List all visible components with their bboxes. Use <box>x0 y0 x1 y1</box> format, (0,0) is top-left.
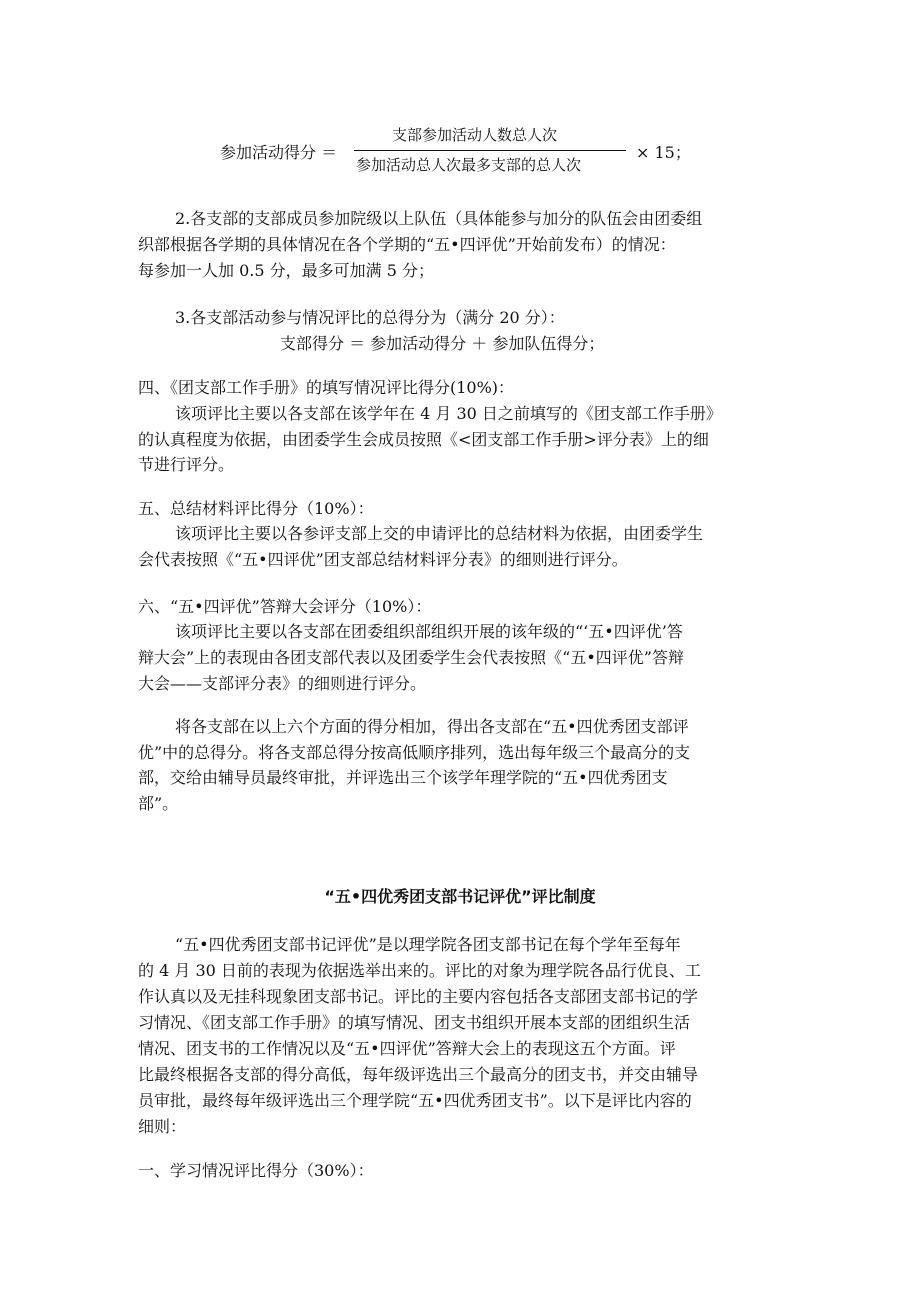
section4-line3: 节进行评分。 <box>138 455 235 474</box>
fraction-bar <box>354 150 626 151</box>
summary-line1: 将各支部在以上六个方面的得分相加，得出各支部在“五•四优秀团支部评 <box>175 717 689 736</box>
formula-left: 参加活动得分 ＝ <box>220 143 338 162</box>
section6-line3: 大会——支部评分表》的细则进行评分。 <box>138 674 427 693</box>
intro-line6: 比最终根据各支部的得分高低，每年级评选出三个最高分的团支书，并交由辅导 <box>138 1065 699 1084</box>
section6-line1: 该项评比主要以各支部在团委组织部组织开展的该年级的“‘五•四评优’答 <box>175 622 683 641</box>
section5-heading: 五、总结材料评比得分（10%）： <box>138 499 374 518</box>
section4-line2: 的认真程度为依据，由团委学生会成员按照《<团支部工作手册>评分表》上的细 <box>138 430 709 449</box>
summary-line4: 部”。 <box>138 794 179 813</box>
intro-line4: 习情况、《团支部工作手册》的填写情况、团支书组织开展本支部的团组织生活 <box>138 1013 691 1032</box>
item3-formula: 支部得分 ＝ 参加活动得分 ＋ 参加队伍得分； <box>280 334 605 353</box>
section1-heading: 一、学习情况评比得分（30%）： <box>138 1161 374 1180</box>
intro-line3: 作认真以及无挂科现象团支部书记。评比的主要内容包括各支部团支部书记的学 <box>138 987 699 1006</box>
item2-line2: 织部根据各学期的具体情况在各个学期的“五•四评优”开始前发布）的情况： <box>138 235 676 254</box>
summary-line2: 优”中的总得分。将各支部总得分按高低顺序排列，选出每年级三个最高分的支 <box>138 743 691 762</box>
section4-heading: 四、《团支部工作手册》的填写情况评比得分(10%)： <box>138 378 515 397</box>
summary-line3: 部，交给由辅导员最终审批，并评选出三个该学年理学院的“五•四优秀团支 <box>138 768 668 787</box>
section5-line2: 会代表按照《“五•四评优”团支部总结材料评分表》的细则进行评分。 <box>138 550 628 569</box>
item2-line1: 2.各支部的支部成员参加院级以上队伍（具体能参与加分的队伍会由团委组 <box>175 209 703 228</box>
section6-heading: 六、“五•四评优”答辩大会评分（10%）： <box>138 597 432 616</box>
formula-tail: × 15； <box>636 143 691 162</box>
formula-numerator: 支部参加活动人数总人次 <box>392 126 558 144</box>
item3-line: 3.各支部活动参与情况评比的总得分为（满分 20 分）： <box>175 308 565 327</box>
intro-line5: 情况、团支书的工作情况以及“五•四评优”答辩大会上的表现这五个方面。评 <box>138 1039 676 1058</box>
section5-line1: 该项评比主要以各参评支部上交的申请评比的总结材料为依据，由团委学生 <box>175 524 704 543</box>
intro-line7: 员审批，最终每年级评选出三个理学院“五•四优秀团支书”。以下是评比内容的 <box>138 1091 692 1110</box>
intro-line1: “五•四优秀团支部书记评优”是以理学院各团支部书记在每个学年至每年 <box>175 935 681 954</box>
intro-line8: 细则： <box>138 1117 187 1136</box>
section4-line1: 该项评比主要以各支部在该学年在 4 月 30 日之前填写的《团支部工作手册》 <box>175 404 722 423</box>
formula-denominator: 参加活动总人次最多支部的总人次 <box>356 156 582 174</box>
item2-line3: 每参加一人加 0.5 分，最多可加满 5 分； <box>138 261 434 280</box>
section6-line2: 辩大会”上的表现由各团支部代表以及团委学生会代表按照《“五•四评优”答辩 <box>138 648 684 667</box>
intro-line2: 的 4 月 30 日前的表现为依据选举出来的。评比的对象为理学院各品行优良、工 <box>138 961 701 980</box>
section-title: “五•四优秀团支部书记评优”评比制度 <box>324 887 596 906</box>
